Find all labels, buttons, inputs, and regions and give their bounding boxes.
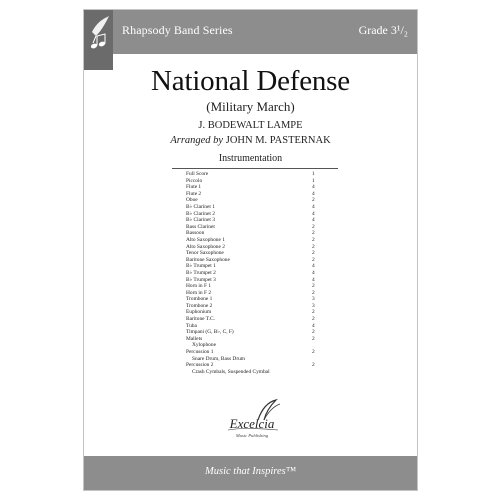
instrument-qty: 4 <box>312 276 315 283</box>
instrument-name: B♭ Clarinet 1 <box>186 203 215 210</box>
instrument-qty: 2 <box>312 329 315 336</box>
arranger-label: Arranged by <box>170 135 224 146</box>
instrument-qty: 2 <box>312 256 315 263</box>
instrument-row <box>186 244 326 251</box>
instrument-qty: 2 <box>312 335 315 342</box>
instrument-qty: 4 <box>312 190 315 197</box>
piece-subtitle: (Military March) <box>206 99 295 114</box>
instrument-name: Horn in F 1 <box>186 283 212 290</box>
instrument-row <box>186 303 326 310</box>
instrument-row <box>186 250 326 257</box>
header-band <box>84 10 417 54</box>
footer-band <box>84 456 417 490</box>
instrument-row <box>186 369 326 376</box>
instrument-name: B♭ Trumpet 3 <box>186 276 216 283</box>
instrument-qty: 2 <box>312 316 315 323</box>
instrument-qty: 1 <box>312 177 315 184</box>
instrument-row <box>186 211 326 218</box>
instrument-row <box>186 217 326 224</box>
arranger-name: JOHN M. PASTERNAK <box>225 135 331 146</box>
publisher-sub: Music Publishing <box>235 433 269 438</box>
instrument-row <box>186 277 326 284</box>
instrument-row <box>186 230 326 237</box>
instrument-name: Euphonium <box>186 309 212 316</box>
instrument-row <box>186 349 326 356</box>
instrument-name: Tenor Saxophone <box>186 250 224 257</box>
instrument-name: Baritone T.C. <box>186 316 215 323</box>
instrument-name: Bass Clarinet <box>186 223 215 230</box>
instrument-row <box>186 263 326 270</box>
instrument-qty: 4 <box>312 263 315 270</box>
composer: J. BODEWALT LAMPE <box>198 120 303 131</box>
quill-note-icon <box>84 10 113 70</box>
instrument-qty: 1 <box>312 171 315 177</box>
instrument-row <box>186 237 326 244</box>
arranger-line <box>84 135 417 146</box>
instrument-qty: 2 <box>312 362 315 369</box>
instrument-qty: 4 <box>312 269 315 276</box>
instrument-row <box>186 309 326 316</box>
grade-label: Grade 3¹/₂ <box>358 23 408 37</box>
instrument-row <box>186 184 326 191</box>
instrument-qty: 4 <box>312 217 315 224</box>
instrument-qty: 4 <box>312 322 315 329</box>
instrument-name: Snare Drum, Bass Drum <box>192 355 246 362</box>
instrument-name: B♭ Trumpet 2 <box>186 269 216 276</box>
instrument-name: Trombone 2 <box>186 302 213 309</box>
score-cover <box>83 9 418 491</box>
instrument-name: B♭ Trumpet 1 <box>186 263 216 270</box>
instrument-name: Flute 2 <box>186 190 202 197</box>
instrument-name: Horn in F 2 <box>186 289 212 296</box>
instrument-name: Percussion 1 <box>186 349 214 356</box>
instrument-qty: 2 <box>312 283 315 290</box>
instrument-qty: 2 <box>312 236 315 243</box>
instrument-name: B♭ Clarinet 3 <box>186 217 215 224</box>
publisher-name: Excelcia <box>229 416 275 431</box>
instrument-row <box>186 296 326 303</box>
instrument-name: Flute 1 <box>186 184 202 191</box>
instrument-qty: 2 <box>312 289 315 296</box>
instrument-qty: 2 <box>312 223 315 230</box>
instrument-name: Alto Saxophone 2 <box>186 243 225 250</box>
instrument-row <box>186 257 326 264</box>
instrument-qty: 2 <box>312 250 315 257</box>
instrument-row <box>186 171 326 178</box>
instrument-name: Timpani (G, B♭, C, F) <box>186 329 234 336</box>
publisher-logo <box>208 398 296 450</box>
instrument-row <box>186 197 326 204</box>
instrument-row <box>186 336 326 343</box>
instrument-qty: 2 <box>312 230 315 237</box>
instrument-name: Alto Saxophone 1 <box>186 236 225 243</box>
instrument-qty: 4 <box>312 210 315 217</box>
instrument-row <box>186 342 326 349</box>
instrument-qty: 3 <box>312 296 315 303</box>
instrument-name: Baritone Saxophone <box>186 256 230 263</box>
instrument-qty: 4 <box>312 203 315 210</box>
instrument-row <box>186 283 326 290</box>
instrument-name: Xylophone <box>192 342 216 349</box>
series-title: Rhapsody Band Series <box>122 23 233 37</box>
instrument-row <box>186 316 326 323</box>
instrument-qty: 4 <box>312 184 315 191</box>
instrument-row <box>186 270 326 277</box>
instrument-qty: 2 <box>312 309 315 316</box>
instrument-name: B♭ Clarinet 2 <box>186 210 215 217</box>
instrument-row <box>186 191 326 198</box>
instrument-row <box>186 204 326 211</box>
instrumentation-list <box>186 171 326 375</box>
instrument-name: Full Score <box>186 171 209 177</box>
instrument-qty: 2 <box>312 349 315 356</box>
instrument-qty: 3 <box>312 302 315 309</box>
instrument-name: Oboe <box>186 197 198 204</box>
instrument-name: Trombone 1 <box>186 296 213 303</box>
instrument-row <box>186 362 326 369</box>
instrument-row <box>186 178 326 185</box>
instrument-row <box>186 224 326 231</box>
instrumentation-heading: Instrumentation <box>218 153 283 164</box>
instrument-name: Percussion 2 <box>186 362 214 369</box>
instrument-name: Bassoon <box>186 230 205 237</box>
divider <box>172 168 338 169</box>
piece-title: National Defense <box>151 65 350 97</box>
instrument-row <box>186 290 326 297</box>
instrument-row <box>186 356 326 363</box>
music-quill-icon <box>84 10 113 70</box>
instrument-qty: 2 <box>312 197 315 204</box>
instrument-name: Crash Cymbals, Suspended Cymbal <box>192 368 270 375</box>
instrument-row <box>186 329 326 336</box>
instrument-name: Mallets <box>186 335 203 342</box>
tagline: Music that Inspires™ <box>205 466 296 477</box>
instrument-name: Tuba <box>186 322 197 329</box>
instrument-qty: 2 <box>312 243 315 250</box>
instrument-name: Piccolo <box>186 177 203 184</box>
